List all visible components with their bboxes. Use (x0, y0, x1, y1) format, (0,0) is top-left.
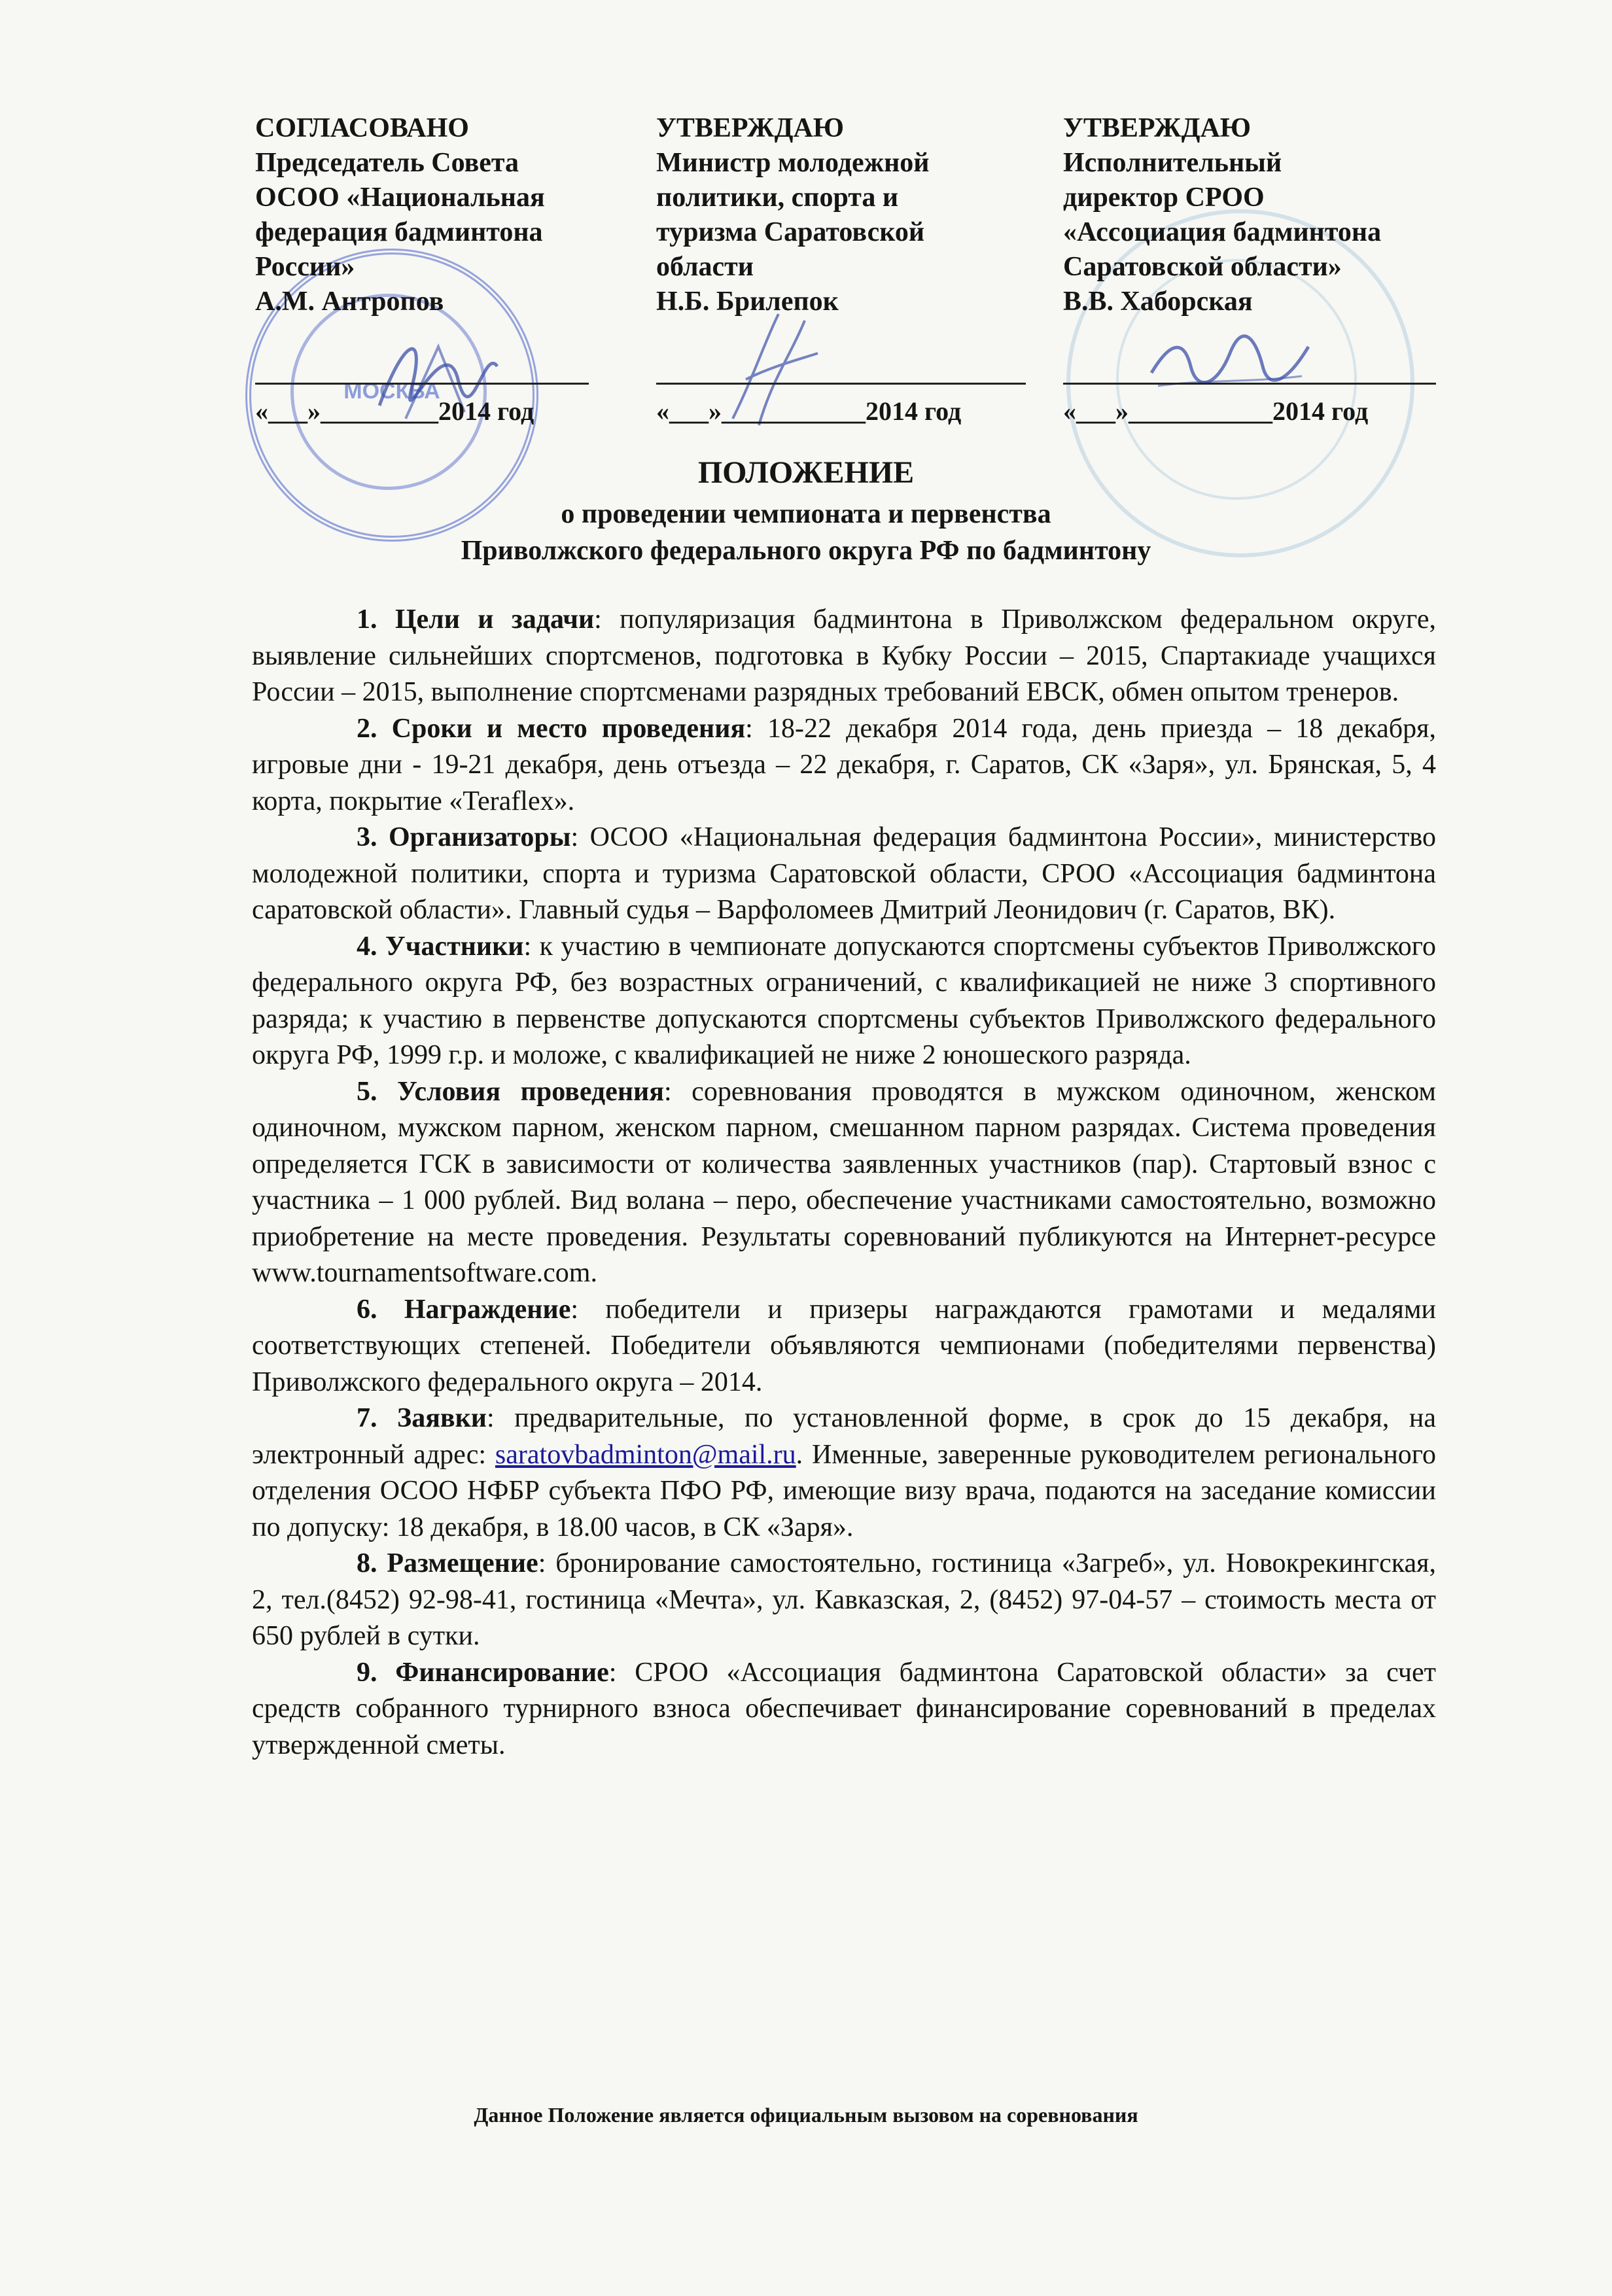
approval-line: Министр молодежной (656, 148, 930, 178)
approval-date: «___»___________2014 год (1063, 396, 1369, 426)
approval-block-director (1063, 111, 1439, 426)
section-heading: 2. Сроки и место проведения (357, 713, 746, 744)
section-text: : бронирование самостоятельно, гостиница «Загреб», ул. Новокрекингская, 2, тел.(8452) 92-98-41, гостиница «Мечта», ул. Кавказская, 2, (8452) 97-04-57 – стоимость места от 650 рублей в сутки. (252, 1548, 1436, 1651)
section-accommodation (252, 1546, 1436, 1655)
section-heading: 4. Участники (357, 931, 524, 962)
approval-line: директор СРОО (1063, 183, 1265, 213)
section-heading: 9. Финансирование (357, 1657, 609, 1688)
section-heading: 1. Цели и задачи (357, 604, 595, 635)
approval-line: Председатель Совета (255, 148, 519, 178)
document-subtitle: Приволжского федерального округа РФ по бадминтону (461, 536, 1151, 566)
section-text: : СРОО «Ассоциация бадминтона Саратовской области» за счет средств собранного турнирного взноса обеспечивает финансирование соревнований в пределах утвержденной сметы. (252, 1657, 1437, 1760)
approval-line: области (656, 252, 754, 282)
document-subtitle: о проведении чемпионата и первенства (561, 499, 1051, 529)
approval-line: «Ассоциация бадминтона (1063, 217, 1382, 247)
section-awards (252, 1292, 1436, 1401)
section-organizers (252, 820, 1436, 929)
approval-line: туризма Саратовской (656, 217, 925, 247)
section-text: : предварительные, по установленной форме, в срок до 15 декабря, на электронный адрес: (252, 1403, 1436, 1470)
document-body (252, 602, 1436, 1764)
approval-date: «___»_________2014 год (255, 396, 534, 426)
section-text: : к участию в чемпионате допускаются спортсмены субъектов Приволжского федерального округа РФ, без возрастных ограничений, с квалификацией не ниже 3 спортивного разряда; к участию в первенстве допускаются спортсмены субъектов Приволжского федерального округа РФ, 1999 г.р. и моложе, с квалификацией не ниже 2 юношеского разряда. (252, 931, 1436, 1070)
section-goals (252, 602, 1436, 711)
section-text: : ОСОО «Национальная федерация бадминтона России», министерство молодежной политики, спорта и туризма Саратовской области, СРОО «Ассоциация бадминтона саратовской области». Главный судья – Варфоломеев Дмитрий Леонидович (г. Саратов, ВК). (252, 822, 1436, 925)
section-heading: 7. Заявки (357, 1403, 487, 1433)
approval-line: УТВЕРЖДАЮ (656, 113, 845, 143)
document-title: ПОЛОЖЕНИЕ (697, 455, 915, 490)
section-heading: 5. Условия проведения (357, 1076, 664, 1107)
approval-line: В.В. Хаборская (1063, 287, 1253, 317)
signature-line (1063, 383, 1436, 385)
section-heading: 8. Размещение (357, 1548, 538, 1578)
approval-header (0, 111, 1612, 438)
section-text: : 18-22 декабря 2014 года, день приезда – 18 декабря, игровые дни - 19-21 декабря, день отъезда – 22 декабря, г. Саратов, СК «Заря», ул. Брянская, 5, 4 корта, покрытие «Teraflex». (252, 713, 1436, 816)
approval-line: ОСОО «Национальная (255, 183, 545, 213)
section-dates-venue (252, 711, 1436, 820)
approval-line: России» (255, 252, 355, 282)
approval-line: УТВЕРЖДАЮ (1063, 113, 1252, 143)
section-participants (252, 929, 1436, 1074)
approval-date: «___»___________2014 год (656, 396, 962, 426)
approval-block-minister (656, 111, 1032, 426)
section-conditions (252, 1074, 1436, 1292)
section-heading: 6. Награждение (357, 1294, 571, 1325)
section-text: : популяризация бадминтона в Приволжском федеральном округе, выявление сильнейших спортсменов, подготовка в Кубку России – 2015, Спартакиаде учащихся России – 2015, выполнение спортсменами разрядных требований ЕВСК, обмен опытом тренеров. (252, 604, 1437, 707)
approval-line: Саратовской области» (1063, 252, 1342, 282)
signature-line (255, 383, 589, 385)
section-financing (252, 1655, 1436, 1764)
approval-line: Исполнительный (1063, 148, 1282, 178)
approval-line: СОГЛАСОВАНО (255, 113, 469, 143)
stamp-text: МОСКВА (343, 379, 440, 404)
approval-line: А.М. Антропов (255, 287, 444, 317)
footer-note: Данное Положение является официальным вызовом на соревнования (474, 2103, 1138, 2127)
approval-line: федерация бадминтона (255, 217, 543, 247)
approval-line: политики, спорта и (656, 183, 899, 213)
approval-line: Н.Б. Брилепок (656, 287, 839, 317)
section-applications (252, 1400, 1436, 1546)
email-link[interactable]: saratovbadminton@mail.ru (495, 1439, 796, 1470)
signature-line (656, 383, 1026, 385)
section-heading: 3. Организаторы (357, 822, 571, 852)
section-text: : соревнования проводятся в мужском одиночном, женском одиночном, мужском парном, женском парном, смешанном парном разрядах. Система проведения определяется ГСК в зависимости от количества заявленных участников (пар). Стартовый взнос с участника – 1 000 рублей. Вид волана – перо, обеспечение участниками самостоятельно, возможно приобретение на месте проведения. Результаты соревнований публикуются на Интернет-ресурсе www.tournamentsoftware.com. (252, 1076, 1437, 1288)
section-text: : победители и призеры награждаются грамотами и медалями соответствующих степеней. Победители объявляются чемпионами (победителями первенства) Приволжского федерального округа – 2014. (252, 1294, 1437, 1397)
section-text: . Именные, заверенные руководителем регионального отделения ОСОО НФБР субъекта ПФО РФ, имеющие визу врача, подаются на заседание комиссии по допуску: 18 декабря, в 18.00 часов, в СК «Заря». (252, 1439, 1436, 1542)
